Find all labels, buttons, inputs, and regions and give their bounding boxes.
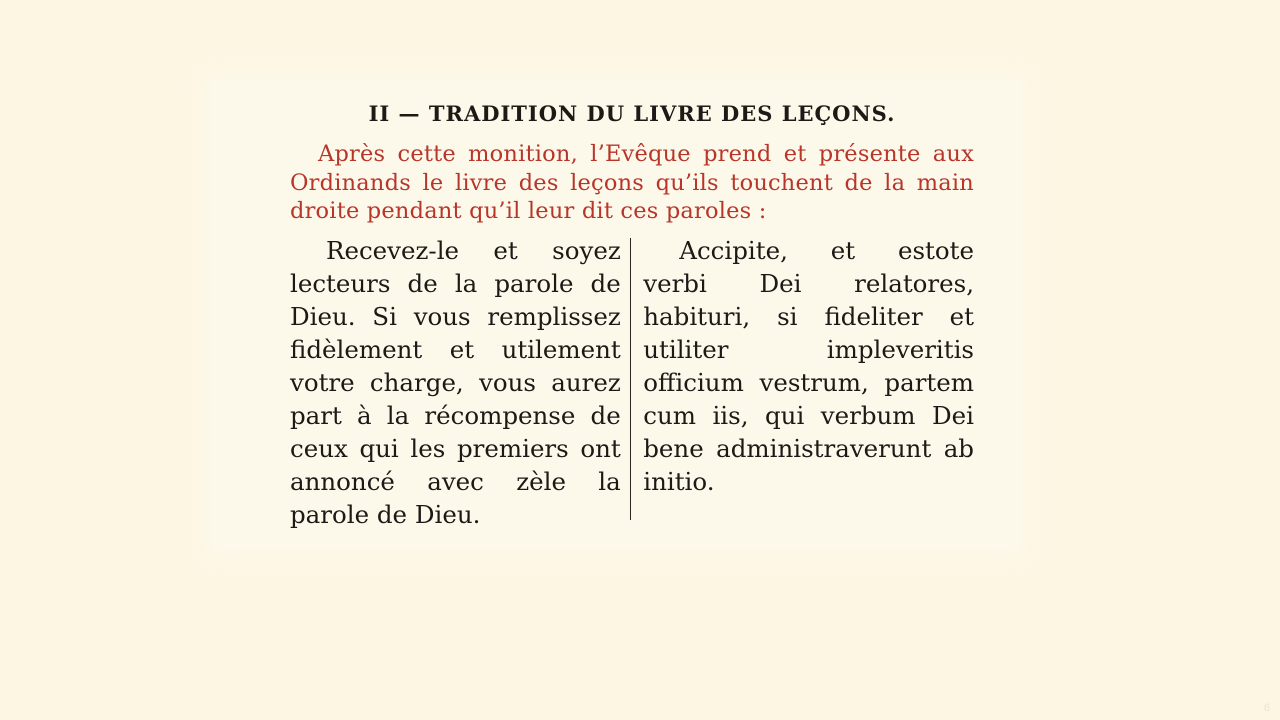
parallel-columns	[290, 234, 974, 529]
french-column: Recevez-le et soyez lecteurs de la parole de Dieu. Si vous remplissez fidèlement et utilement votre charge, vous aurez part à la récompense de ceux qui les premiers ont annoncé avec zèle la parole de Dieu.	[290, 235, 621, 529]
page-text	[290, 96, 974, 529]
section-heading: II — TRADITION DU LIVRE DES LEÇONS.	[368, 101, 896, 126]
slide-page-number: 6	[1263, 702, 1270, 714]
rubric-instruction: Après cette monition, l’Evêque prend et présente aux Ordinands le livre des leçons qu’ils touchent de la main droite pendant qu’il leur dit ces paroles :	[290, 141, 974, 224]
latin-column: Accipite, et estote verbi Dei relatores, habituri, si fideliter et utiliter impleveritis officium vestrum, partem cum iis, qui verbum Dei bene administraverunt ab initio.	[643, 235, 974, 496]
